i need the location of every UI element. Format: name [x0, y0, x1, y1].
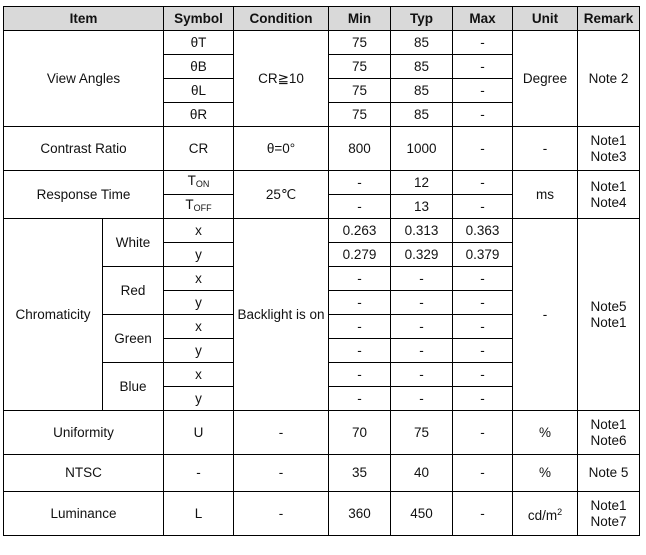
min-cell: 800 — [329, 127, 391, 171]
remark-line: Note1 — [590, 314, 627, 330]
symbol-main: T — [185, 197, 194, 212]
color-white: White — [103, 219, 164, 267]
symbol-cell: x — [164, 267, 234, 291]
symbol-cell: L — [164, 492, 234, 536]
min-cell: - — [329, 339, 391, 363]
typ-cell: 85 — [391, 31, 453, 55]
typ-cell: 0.329 — [391, 243, 453, 267]
remark-cell — [578, 492, 640, 536]
condition-cell: - — [234, 455, 329, 492]
max-cell: - — [453, 79, 513, 103]
table-row — [4, 492, 640, 536]
symbol-cell: y — [164, 339, 234, 363]
min-cell: - — [329, 195, 391, 219]
response-time-remark — [578, 171, 640, 219]
max-cell: - — [453, 267, 513, 291]
max-cell: - — [453, 103, 513, 127]
ntsc-item: NTSC — [4, 455, 164, 492]
max-cell: - — [453, 363, 513, 387]
symbol-sub: ON — [195, 179, 210, 189]
max-cell: - — [453, 339, 513, 363]
max-cell: - — [453, 315, 513, 339]
typ-cell: 75 — [391, 411, 453, 455]
table-row — [4, 127, 640, 171]
typ-cell: 85 — [391, 103, 453, 127]
max-cell: - — [453, 411, 513, 455]
unit-cell: % — [513, 455, 578, 492]
max-cell: - — [453, 31, 513, 55]
luminance-item: Luminance — [4, 492, 164, 536]
symbol-cell: x — [164, 363, 234, 387]
header-condition: Condition — [234, 7, 329, 31]
typ-cell: - — [391, 267, 453, 291]
max-cell: - — [453, 195, 513, 219]
unit-cell — [513, 492, 578, 536]
typ-cell: 85 — [391, 55, 453, 79]
min-cell: 75 — [329, 79, 391, 103]
min-cell: - — [329, 267, 391, 291]
symbol-cell: y — [164, 243, 234, 267]
remark-cell — [578, 411, 640, 455]
remark-line: Note1 — [590, 132, 627, 148]
view-angles-condition: CR≧10 — [234, 31, 329, 127]
header-typ: Typ — [391, 7, 453, 31]
remark-line: Note4 — [590, 194, 627, 210]
min-cell: 75 — [329, 103, 391, 127]
symbol-cell: y — [164, 387, 234, 411]
symbol-cell: θL — [164, 79, 234, 103]
symbol-cell — [164, 171, 234, 195]
min-cell: - — [329, 315, 391, 339]
remark-line: Note1 — [590, 178, 627, 194]
view-angles-item: View Angles — [4, 31, 164, 127]
contrast-ratio-item: Contrast Ratio — [4, 127, 164, 171]
condition-cell: θ=0° — [234, 127, 329, 171]
optical-spec-table — [3, 6, 640, 536]
unit-cell: % — [513, 411, 578, 455]
remark-cell: Note 5 — [578, 455, 640, 492]
header-max: Max — [453, 7, 513, 31]
min-cell: 360 — [329, 492, 391, 536]
typ-cell: 1000 — [391, 127, 453, 171]
symbol-main: T — [187, 173, 196, 188]
max-cell: - — [453, 492, 513, 536]
symbol-sub: OFF — [193, 203, 212, 213]
max-cell: 0.379 — [453, 243, 513, 267]
remark-line: Note5 — [590, 298, 627, 314]
typ-cell: 85 — [391, 79, 453, 103]
typ-cell: - — [391, 315, 453, 339]
table-row — [4, 411, 640, 455]
min-cell: 70 — [329, 411, 391, 455]
min-cell: - — [329, 387, 391, 411]
symbol-cell: θR — [164, 103, 234, 127]
min-cell: 75 — [329, 31, 391, 55]
unit-sup: 2 — [557, 506, 563, 517]
chromaticity-item: Chromaticity — [4, 219, 103, 411]
header-item: Item — [4, 7, 164, 31]
max-cell: - — [453, 387, 513, 411]
table-row — [4, 455, 640, 492]
remark-line: Note1 — [590, 497, 627, 513]
max-cell: - — [453, 171, 513, 195]
unit-main: cd/m — [527, 507, 558, 523]
color-blue: Blue — [103, 363, 164, 411]
response-time-item: Response Time — [4, 171, 164, 219]
header-min: Min — [329, 7, 391, 31]
symbol-cell: U — [164, 411, 234, 455]
symbol-cell: CR — [164, 127, 234, 171]
symbol-cell: θB — [164, 55, 234, 79]
unit-cell: - — [513, 127, 578, 171]
symbol-cell: x — [164, 219, 234, 243]
table-row — [4, 171, 640, 195]
min-cell: 75 — [329, 55, 391, 79]
typ-cell: - — [391, 363, 453, 387]
table-row — [4, 31, 640, 55]
typ-cell: - — [391, 291, 453, 315]
chromaticity-condition: Backlight is on — [234, 219, 329, 411]
min-cell: 35 — [329, 455, 391, 492]
table-row — [4, 219, 640, 243]
remark-cell — [578, 127, 640, 171]
min-cell: - — [329, 171, 391, 195]
remark-line: Note7 — [590, 513, 627, 529]
min-cell: 0.279 — [329, 243, 391, 267]
response-time-unit: ms — [513, 171, 578, 219]
symbol-cell — [164, 195, 234, 219]
typ-cell: 0.313 — [391, 219, 453, 243]
remark-line: Note1 — [590, 416, 627, 432]
typ-cell: 450 — [391, 492, 453, 536]
header-symbol: Symbol — [164, 7, 234, 31]
max-cell: - — [453, 55, 513, 79]
min-cell: - — [329, 291, 391, 315]
max-cell: 0.363 — [453, 219, 513, 243]
max-cell: - — [453, 455, 513, 492]
symbol-cell: y — [164, 291, 234, 315]
condition-cell: - — [234, 492, 329, 536]
remark-line: Note6 — [590, 432, 627, 448]
symbol-cell: θT — [164, 31, 234, 55]
view-angles-unit: Degree — [513, 31, 578, 127]
typ-cell: - — [391, 339, 453, 363]
max-cell: - — [453, 291, 513, 315]
min-cell: 0.263 — [329, 219, 391, 243]
header-row — [4, 7, 640, 31]
response-time-condition: 25℃ — [234, 171, 329, 219]
color-green: Green — [103, 315, 164, 363]
chromaticity-unit: - — [513, 219, 578, 411]
typ-cell: 40 — [391, 455, 453, 492]
max-cell: - — [453, 127, 513, 171]
typ-cell: 13 — [391, 195, 453, 219]
symbol-cell: - — [164, 455, 234, 492]
typ-cell: - — [391, 387, 453, 411]
chromaticity-remark — [578, 219, 640, 411]
typ-cell: 12 — [391, 171, 453, 195]
header-unit: Unit — [513, 7, 578, 31]
symbol-cell: x — [164, 315, 234, 339]
color-red: Red — [103, 267, 164, 315]
uniformity-item: Uniformity — [4, 411, 164, 455]
remark-line: Note3 — [590, 148, 627, 164]
view-angles-remark: Note 2 — [578, 31, 640, 127]
header-remark: Remark — [578, 7, 640, 31]
condition-cell: - — [234, 411, 329, 455]
min-cell: - — [329, 363, 391, 387]
